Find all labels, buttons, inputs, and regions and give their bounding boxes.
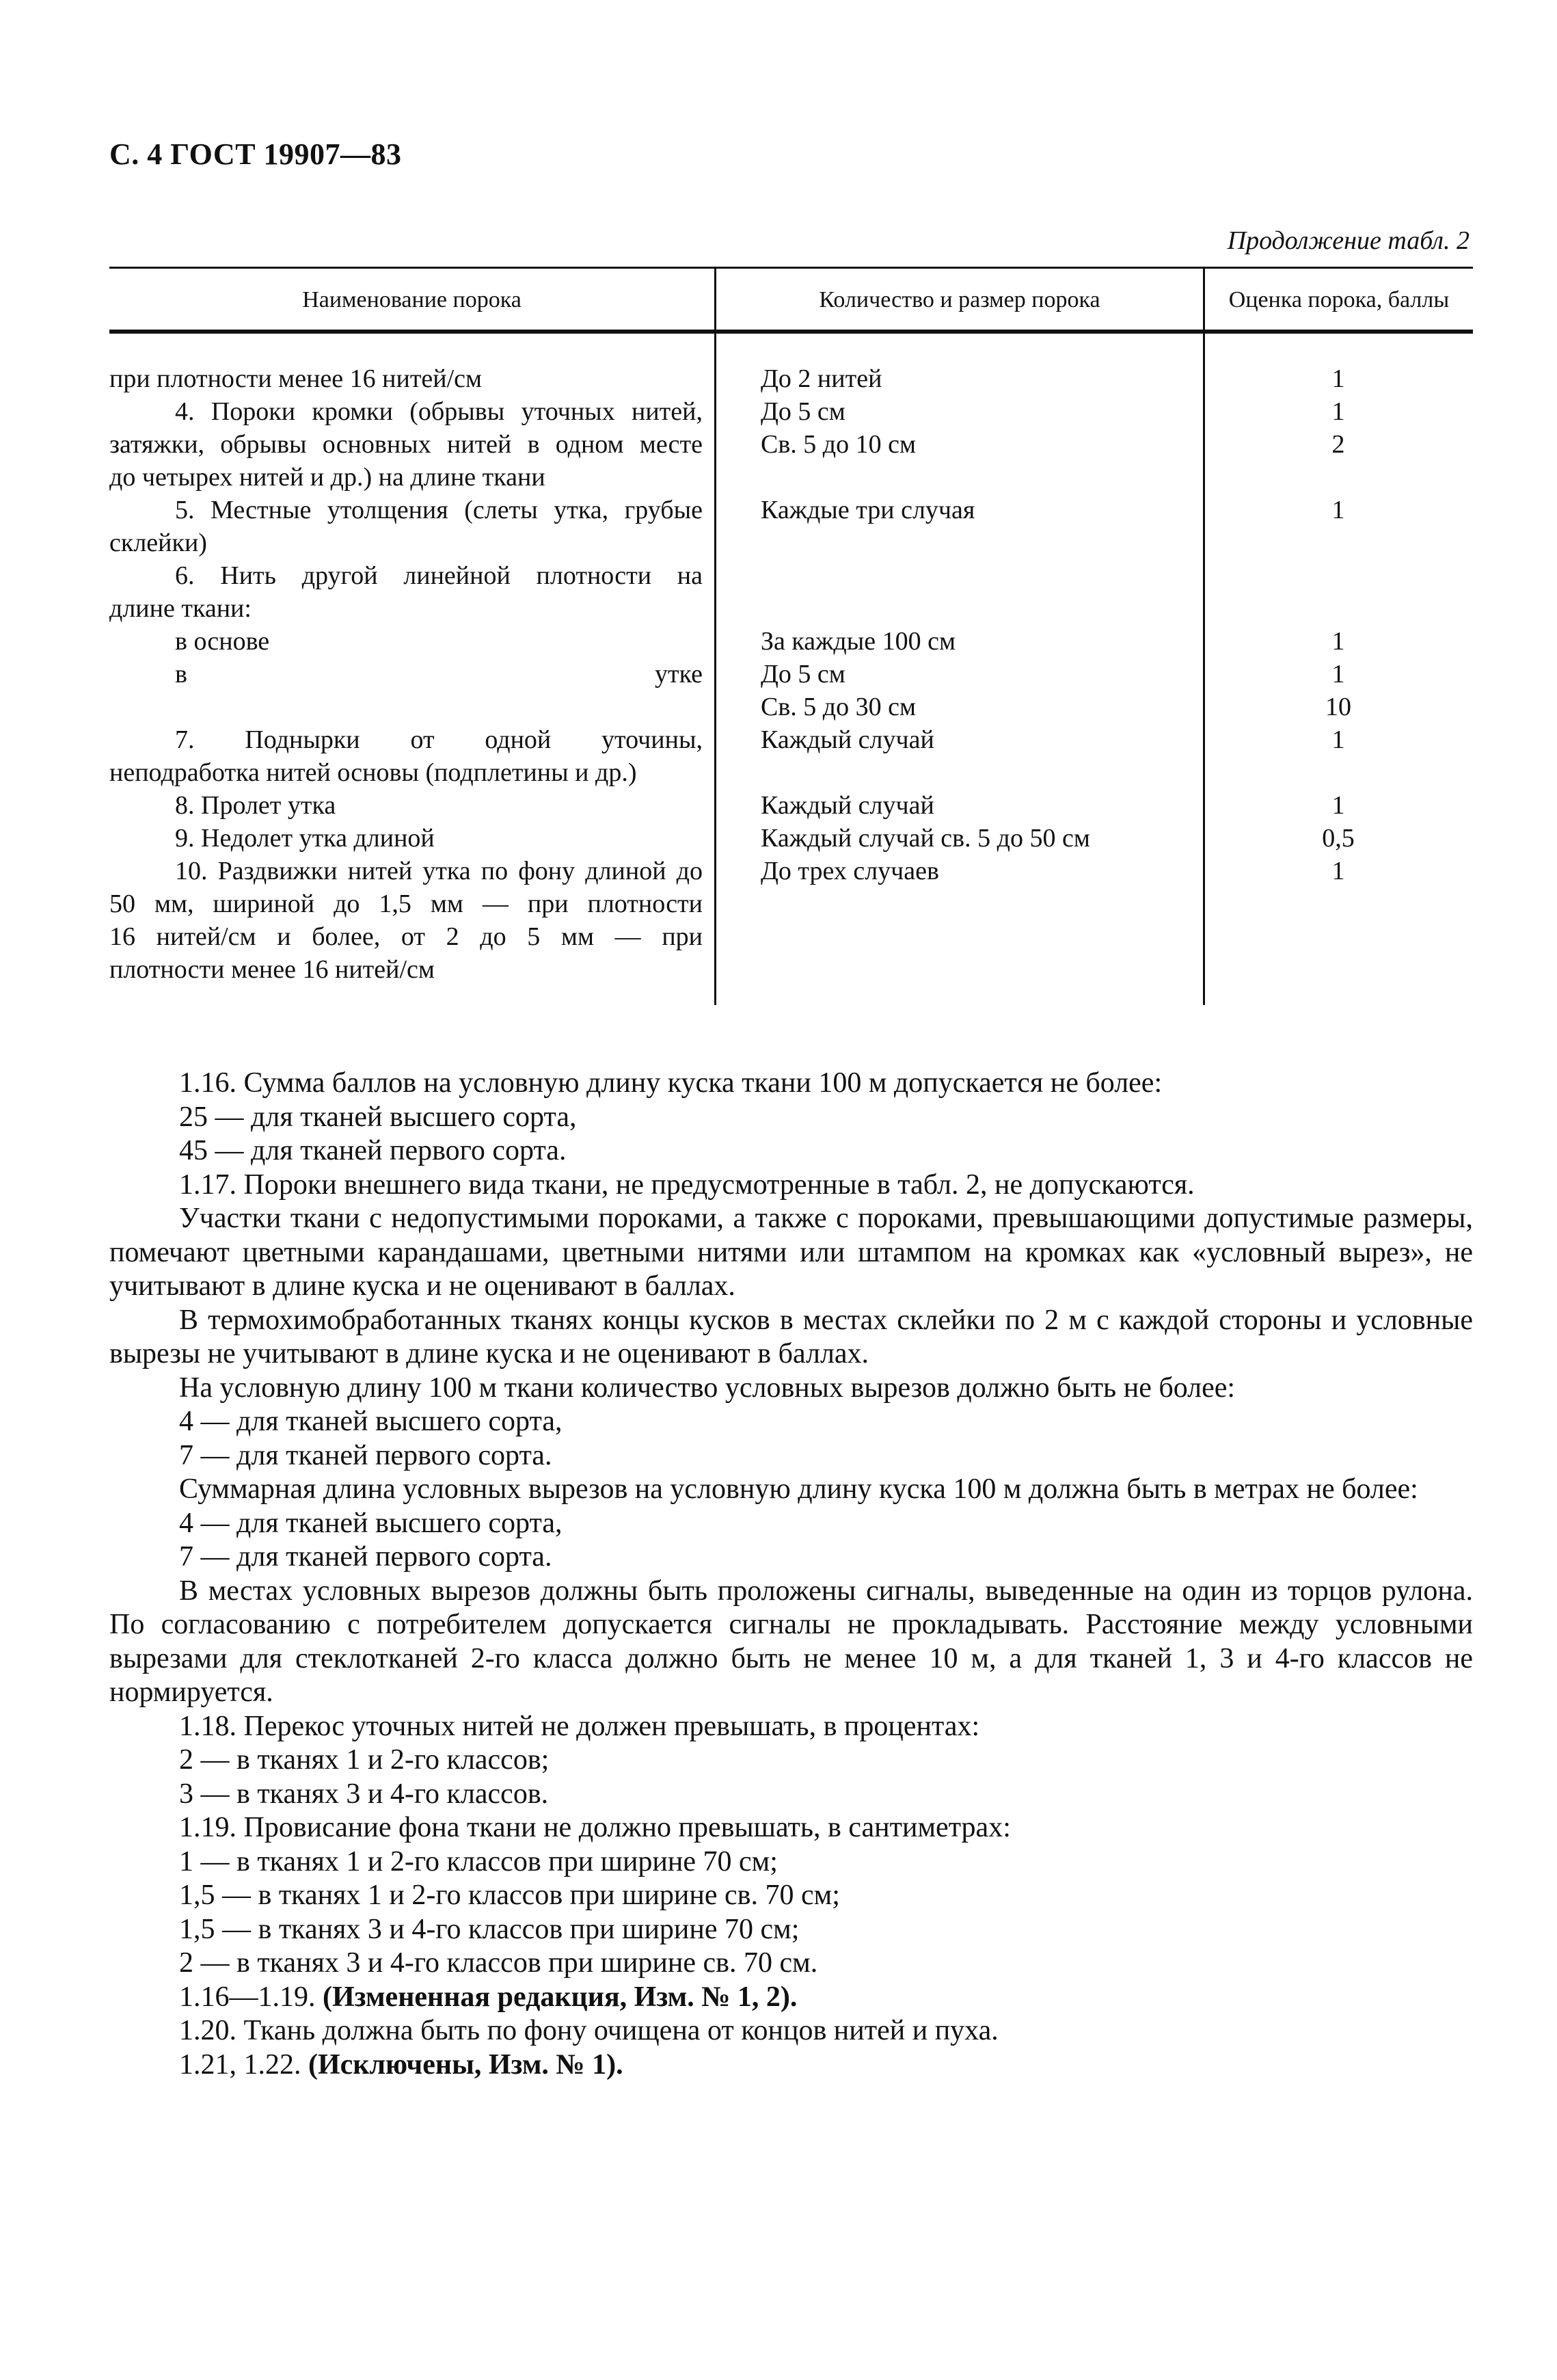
paragraph — [109, 1778, 1473, 1812]
defect-score-line: 1 — [1331, 791, 1345, 820]
defect-quantity-line: Каждый случай св. 5 до 50 см — [761, 824, 1090, 853]
defect-score-line: 1 — [1331, 496, 1345, 524]
defect-name-line: 6. Нить другой линейной плотности на — [175, 561, 703, 590]
paragraph-text: Участки ткани с недопустимыми пороками, а также с пороками, превышающими допустимые размеры, помечают цветными карандашами, цветными нитями или штампом на кромках как «условный вырез», не учитывают в длине куска и не оценивают в баллах. — [109, 1203, 1473, 1302]
defect-score-cell — [1205, 625, 1472, 658]
defect-name-line: длине ткани: — [109, 594, 252, 623]
defect-score-cell — [1205, 494, 1472, 559]
paragraph-text: 1,5 — в тканях 1 и 2-го классов при ширине св. 70 см; — [179, 1880, 840, 1911]
defect-score-cell — [1205, 822, 1472, 855]
table-row — [109, 362, 1473, 395]
paragraph — [109, 1405, 1473, 1439]
defect-quantity-line: До 2 нитей — [761, 364, 882, 393]
defect-name-line: 7. Поднырки от одной уточины, — [175, 725, 703, 754]
defect-name-line: 8. Пролет утка — [175, 791, 336, 820]
column-header-name: Наименование порока — [302, 287, 522, 312]
defect-name-line — [109, 691, 703, 723]
defect-score-cell — [1205, 559, 1472, 625]
defect-quantity-cell — [716, 789, 1205, 822]
paragraph — [109, 1540, 1473, 1575]
paragraph — [109, 1202, 1473, 1304]
defect-name-line: до четырех нитей и др.) на длине ткани — [109, 463, 545, 492]
paragraph — [109, 1947, 1473, 1981]
defect-name-cell — [109, 395, 716, 494]
defect-quantity-line: Св. 5 до 10 см — [761, 430, 917, 459]
paragraph — [109, 1743, 1473, 1778]
defect-name-line: в основе — [175, 627, 270, 656]
document-body — [109, 1067, 1473, 2082]
defect-score-line: 0,5 — [1322, 824, 1355, 853]
paragraph — [109, 1710, 1473, 1744]
paragraph — [109, 1372, 1473, 1406]
paragraph — [109, 2014, 1473, 2048]
defect-name-cell — [109, 494, 716, 559]
defect-name-cell — [109, 855, 716, 986]
defect-name-line: 10. Раздвижки нитей утка по фону длиной до — [175, 857, 703, 885]
table-row — [109, 789, 1473, 822]
paragraph — [109, 1067, 1473, 1101]
table-top-rule — [109, 267, 1473, 269]
column-header-score: Оценка порока, баллы — [1228, 287, 1450, 312]
defect-name-line: неподработка нитей основы (подплетины и др.) — [109, 758, 637, 787]
defect-quantity-line: За каждые 100 см — [761, 627, 956, 656]
table-row — [109, 625, 1473, 658]
defect-score-cell — [1205, 395, 1472, 494]
paragraph — [109, 1981, 1473, 2015]
defect-score-line: 1 — [1331, 397, 1345, 426]
defect-quantity-line — [761, 559, 1205, 592]
defect-name-cell — [109, 559, 716, 625]
paragraph-text: 1.19. Провисание фона ткани не должно превышать, в сантиметрах: — [179, 1812, 1011, 1843]
paragraph-text: 3 — в тканях 3 и 4-го классов. — [179, 1778, 549, 1810]
defect-name-line: 9. Недолет утка длиной — [175, 824, 435, 853]
defect-quantity-cell — [716, 625, 1205, 658]
defect-name-line: при плотности менее 16 нитей/см — [109, 364, 483, 393]
defect-quantity-cell — [716, 395, 1205, 494]
defect-quantity-cell — [716, 822, 1205, 855]
paragraph-text: 2 — в тканях 3 и 4-го классов при ширине св. 70 см. — [179, 1947, 818, 1979]
table-continuation-label: Продолжение табл. 2 — [1227, 226, 1470, 255]
defect-name-cell — [109, 658, 716, 723]
defect-name-cell — [109, 822, 716, 855]
defect-score-line: 1 — [1331, 627, 1345, 656]
paragraph-text: 1 — в тканях 1 и 2-го классов при ширине 70 см; — [179, 1845, 778, 1877]
defect-name-line: затяжки, обрывы основных нитей в одном месте — [109, 430, 703, 459]
defect-quantity-cell — [716, 855, 1205, 986]
paragraph-text: На условную длину 100 м ткани количество условных вырезов должно быть не более: — [179, 1372, 1236, 1404]
paragraph — [109, 1101, 1473, 1135]
paragraph — [109, 1304, 1473, 1372]
paragraph-text: 25 — для тканей высшего сорта, — [179, 1101, 577, 1133]
table-row — [109, 723, 1473, 789]
paragraph — [109, 1473, 1473, 1507]
defect-score-line: 2 — [1331, 430, 1345, 459]
paragraph-text: 1.20. Ткань должна быть по фону очищена от концов нитей и пуха. — [179, 2015, 999, 2046]
defect-quantity-line: Каждый случай — [761, 791, 934, 820]
defect-quantity-line: До трех случаев — [761, 857, 939, 885]
table-row — [109, 822, 1473, 855]
defect-quantity-line: До 5 см — [761, 397, 845, 426]
defect-score-line: 1 — [1331, 660, 1345, 688]
table-row — [109, 395, 1473, 494]
defect-quantity-line: Каждый случай — [761, 725, 934, 754]
defect-score-cell — [1205, 362, 1472, 395]
defect-score-cell — [1205, 658, 1472, 723]
paragraph-bold-note: (Исключены, Изм. № 1). — [308, 2048, 623, 2081]
defect-name-line: 50 мм, шириной до 1,5 мм — при плотности — [109, 890, 703, 918]
defect-name-line: 5. Местные утолщения (слеты утка, грубые — [175, 496, 703, 524]
defect-name-cell — [109, 789, 716, 822]
defect-quantity-line: Св. 5 до 30 см — [761, 693, 917, 721]
defect-name-line: 16 нитей/см и более, от 2 до 5 мм — при — [109, 922, 703, 951]
paragraph — [109, 1439, 1473, 1473]
paragraph-text: Суммарная длина условных вырезов на условную длину куска 100 м должна быть в метрах не более: — [179, 1473, 1418, 1505]
defect-quantity-line: До 5 см — [761, 660, 845, 688]
defects-table — [109, 267, 1473, 1005]
paragraph — [109, 1879, 1473, 1913]
defect-score-cell — [1205, 855, 1472, 986]
defect-score-line — [1205, 559, 1472, 592]
defect-score-cell — [1205, 723, 1472, 789]
paragraph-bold-note: (Измененная редакция, Изм. № 1, 2). — [323, 1981, 798, 2013]
paragraph-text: 1.16. Сумма баллов на условную длину куска ткани 100 м допускается не более: — [179, 1067, 1163, 1099]
defect-name-cell — [109, 625, 716, 658]
paragraph-text: 1.21, 1.22. — [179, 2048, 308, 2081]
paragraph-text: 7 — для тканей первого сорта. — [179, 1541, 552, 1573]
defect-name-line: плотности менее 16 нитей/см — [109, 955, 435, 984]
defect-quantity-cell — [716, 723, 1205, 789]
table-header-rule — [109, 330, 1473, 334]
paragraph — [109, 1845, 1473, 1880]
defect-name-line: склейки) — [109, 529, 207, 557]
defect-score-line: 1 — [1331, 725, 1345, 754]
paragraph-text: 4 — для тканей высшего сорта, — [179, 1406, 563, 1437]
defect-quantity-cell — [716, 658, 1205, 723]
defect-name-line: 4. Пороки кромки (обрывы уточных нитей, — [175, 397, 703, 426]
paragraph-text: В местах условных вырезов должны быть проложены сигналы, выведенные на один из торцов рулона. По согласованию с потребителем допускается сигналы не прокладывать. Расстояние между условными вырезами для стеклотканей 2-го класса должно быть не менее 10 м, а для тканей 1, 3 и 4-го классов не нормируется. — [109, 1575, 1473, 1708]
defect-score-line: 10 — [1325, 693, 1351, 721]
paragraph — [109, 2048, 1473, 2083]
paragraph — [109, 1134, 1473, 1168]
paragraph-text: 1.16—1.19. — [179, 1981, 323, 2013]
defect-name-cell — [109, 362, 716, 395]
paragraph-text: 2 — в тканях 1 и 2-го классов; — [179, 1744, 550, 1776]
table-row — [109, 658, 1473, 723]
paragraph-text: В термохимобработанных тканях концы кусков в местах склейки по 2 м с каждой стороны и условные вырезы не учитывают в длине куска и не оценивают в баллах. — [109, 1304, 1473, 1369]
defect-name-line: в утке — [175, 660, 703, 688]
paragraph — [109, 1168, 1473, 1203]
table-body — [109, 362, 1473, 986]
table-row — [109, 559, 1473, 625]
paragraph — [109, 1913, 1473, 1947]
table-row — [109, 855, 1473, 986]
paragraph-text: 1,5 — в тканях 3 и 4-го классов при ширине 70 см; — [179, 1913, 800, 1945]
defect-quantity-cell — [716, 559, 1205, 625]
defect-quantity-cell — [716, 362, 1205, 395]
paragraph-text: 1.17. Пороки внешнего вида ткани, не предусмотренные в табл. 2, не допускаются. — [179, 1168, 1195, 1201]
page-header: С. 4 ГОСТ 19907—83 — [109, 137, 402, 171]
paragraph-text: 4 — для тканей высшего сорта, — [179, 1507, 563, 1539]
defect-name-cell — [109, 723, 716, 789]
paragraph — [109, 1507, 1473, 1541]
table-row — [109, 494, 1473, 559]
paragraph — [109, 1811, 1473, 1845]
paragraph-text: 7 — для тканей первого сорта. — [179, 1439, 552, 1471]
defect-quantity-line: Каждые три случая — [761, 496, 975, 524]
defect-score-line: 1 — [1331, 857, 1345, 885]
defect-quantity-cell — [716, 494, 1205, 559]
paragraph-text: 45 — для тканей первого сорта. — [179, 1135, 567, 1166]
paragraph-text: 1.18. Перекос уточных нитей не должен превышать, в процентах: — [179, 1710, 980, 1742]
column-header-quantity: Количество и размер порока — [819, 287, 1100, 312]
defect-score-line: 1 — [1331, 364, 1345, 393]
paragraph — [109, 1575, 1473, 1710]
defect-score-cell — [1205, 789, 1472, 822]
